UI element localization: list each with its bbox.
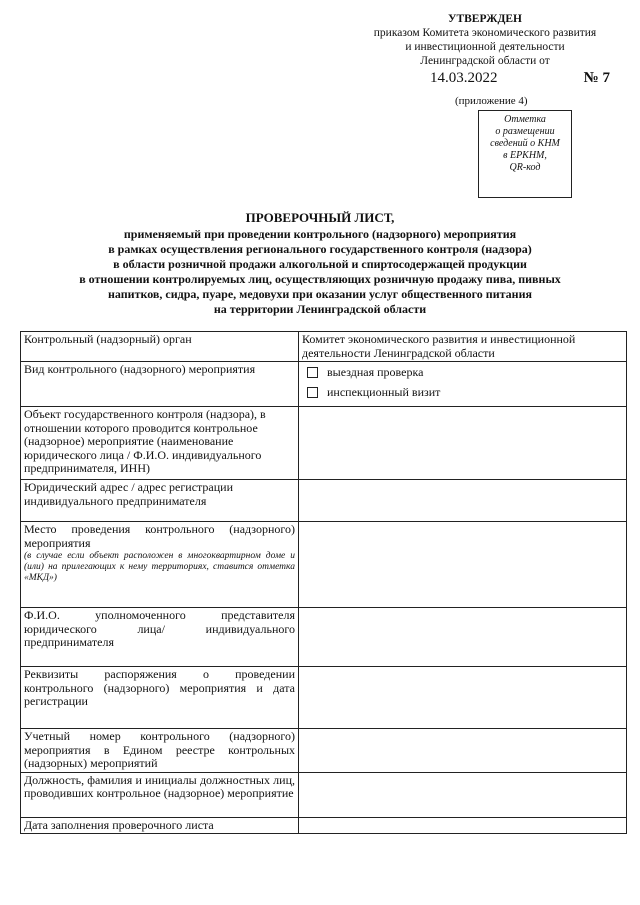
option-onsite-inspection-label: выездная проверка	[327, 365, 424, 379]
qr-note-line-1: Отметка	[504, 114, 546, 125]
row-label-fill-date: Дата заполнения проверочного листа	[21, 817, 299, 834]
document-subtitle-line-6: на территории Ленинградской области	[213, 302, 427, 316]
document-title: ПРОВЕРОЧНЫЙ ЛИСТ,	[245, 210, 395, 225]
row-value-representative[interactable]	[299, 608, 627, 667]
approval-line-2: и инвестиционной деятельности	[405, 41, 565, 53]
order-number: № 7	[583, 70, 610, 86]
table-row	[21, 480, 627, 522]
row-value-officials[interactable]	[299, 772, 627, 817]
row-label-order-details: Реквизиты распоряжения о проведении контрольного (надзорного) мероприятия и дата регистрации	[21, 667, 299, 729]
table-row	[21, 817, 627, 834]
row-label-control-object: Объект государственного контроля (надзора), в отношении которого проводится контрольное (надзорное) мероприятие (наименование юридического лица / Ф.И.О. индивидуального предпринимателя, ИНН)	[21, 407, 299, 480]
document-subtitle-line-4: в отношении контролируемых лиц, осуществляющих розничную продажу пива, пивных	[79, 272, 561, 286]
row-value-order-details[interactable]	[299, 667, 627, 729]
qr-note-line-5: QR-код	[509, 162, 541, 173]
table-row	[21, 407, 627, 480]
row-label-legal-address: Юридический адрес / адрес регистрации индивидуального предпринимателя	[21, 480, 299, 522]
order-date-number	[430, 70, 610, 87]
row-label-control-body: Контрольный (надзорный) орган	[21, 332, 299, 362]
approval-line-3: Ленинградской области от	[420, 55, 550, 67]
row-value-control-body: Комитет экономического развития и инвестиционной деятельности Ленинградской области	[299, 332, 627, 362]
row-note-event-location: (в случае если объект расположен в многоквартирном доме и (или) на прилегающих к нему территориях, ставится отметка «МКД»)	[24, 551, 295, 583]
approval-line-1: приказом Комитета экономического развития	[373, 27, 597, 39]
table-row	[21, 772, 627, 817]
approval-title: УТВЕРЖДЕН	[448, 13, 522, 25]
qr-code-box	[478, 110, 572, 198]
row-value-event-type	[299, 362, 627, 407]
row-value-legal-address[interactable]	[299, 480, 627, 522]
row-value-registry-number[interactable]	[299, 729, 627, 773]
checklist-table	[20, 331, 627, 834]
option-inspection-visit-label: инспекционный визит	[327, 384, 441, 399]
option-inspection-visit[interactable]	[307, 386, 623, 400]
row-label-event-location-text: Место проведения контрольного (надзорного) мероприятия	[24, 522, 295, 550]
appendix-note: (приложение 4)	[455, 95, 528, 107]
row-label-officials: Должность, фамилия и инициалы должностных лиц, проводивших контрольное (надзорное) мероприятие	[21, 772, 299, 817]
qr-note-line-4: в ЕРКНМ,	[503, 150, 547, 161]
document-title-block	[20, 210, 620, 317]
row-value-control-object[interactable]	[299, 407, 627, 480]
option-onsite-inspection[interactable]	[307, 366, 623, 380]
table-row	[21, 667, 627, 729]
table-row	[21, 608, 627, 667]
qr-note-line-3: сведений о КНМ	[490, 138, 560, 149]
table-row	[21, 332, 627, 362]
row-label-event-type: Вид контрольного (надзорного) мероприятия	[21, 362, 299, 407]
row-label-registry-number: Учетный номер контрольного (надзорного) мероприятия в Едином реестре контрольных (надзорных) мероприятий	[21, 729, 299, 773]
qr-note-line-2: о размещении	[495, 126, 555, 137]
order-date: 14.03.2022	[430, 70, 498, 86]
checkbox-inspection-visit[interactable]	[307, 387, 318, 398]
row-value-event-location[interactable]	[299, 522, 627, 608]
table-row	[21, 522, 627, 608]
row-label-representative: Ф.И.О. уполномоченного представителя юридического лица/ индивидуального предпринимателя	[21, 608, 299, 667]
row-value-fill-date[interactable]	[299, 817, 627, 834]
document-subtitle-line-1: применяемый при проведении контрольного (надзорного) мероприятия	[123, 227, 517, 241]
document-subtitle-line-2: в рамках осуществления регионального государственного контроля (надзора)	[108, 242, 532, 256]
table-row	[21, 362, 627, 407]
document-subtitle-line-5: напитков, сидра, пуаре, медовухи при оказании услуг общественного питания	[108, 287, 532, 301]
approval-block	[360, 12, 610, 68]
document-subtitle-line-3: в области розничной продажи алкогольной и спиртосодержащей продукции	[113, 257, 527, 271]
checkbox-onsite-inspection[interactable]	[307, 367, 318, 378]
row-label-event-location	[21, 522, 299, 608]
table-row	[21, 729, 627, 773]
